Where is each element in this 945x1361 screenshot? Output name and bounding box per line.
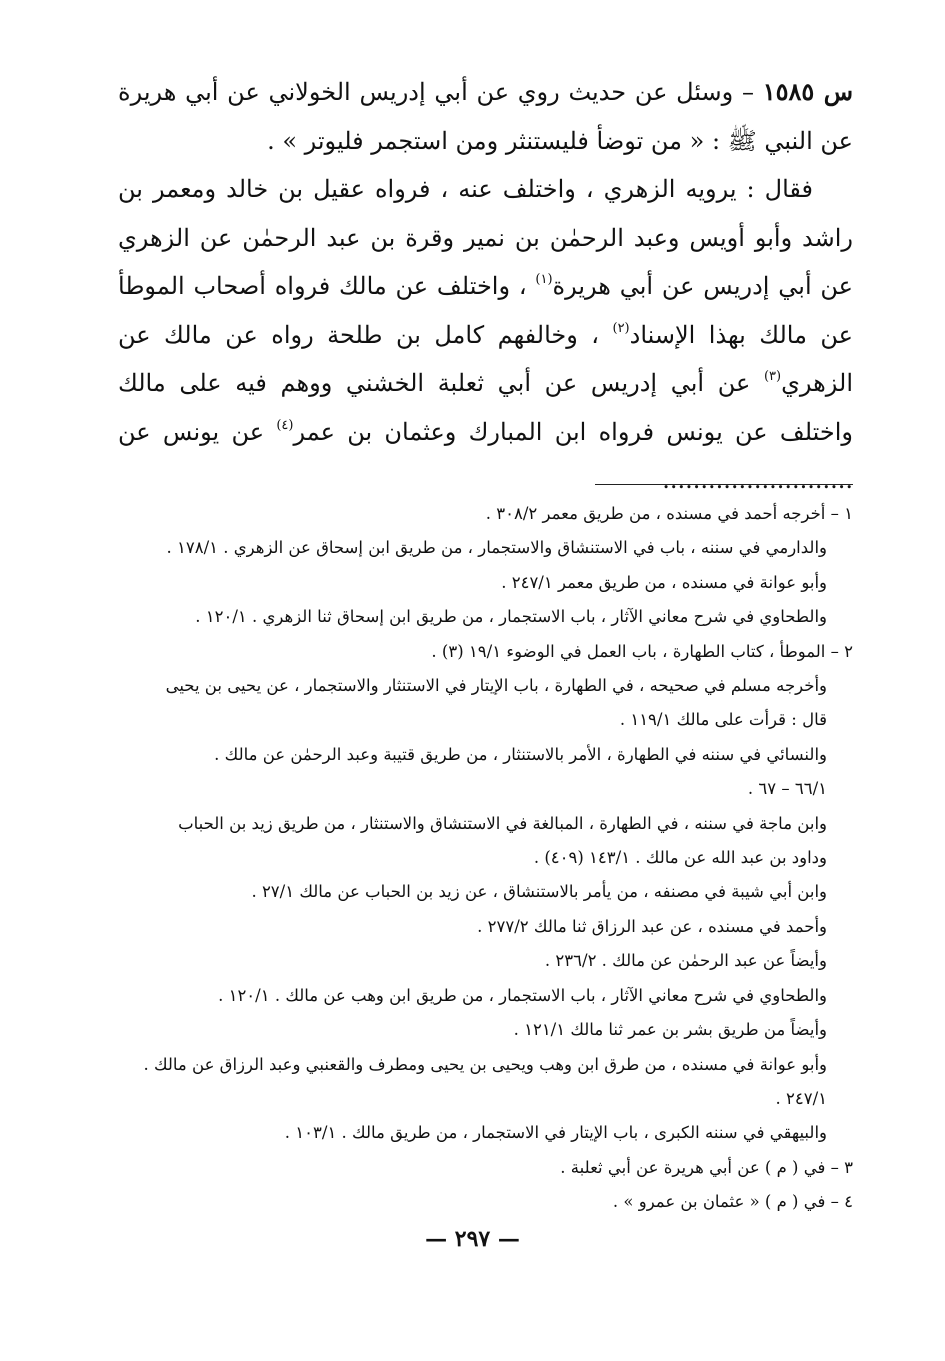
page-number: — ٢٩٧ —	[425, 1226, 520, 1252]
footnote-ref-3: (٣)	[763, 369, 782, 384]
footnote-line: والدارمي في سننه ، باب في الاستنشاق والاستجمار ، من طريق ابن إسحاق عن الزهري . ١٧٨/١ .	[166, 538, 827, 558]
footnote-line: وأبو عوانة في مسنده ، من طريق معمر ٢٤٧/١ .	[501, 572, 827, 592]
footnote-line: وأخرجه مسلم في صحيحه ، في الطهارة ، باب الإيتار في الاستنثار والاستجمار ، عن يحيى بن يحيى	[165, 676, 827, 696]
answer-text-5: عن يونس عن .........................	[118, 417, 853, 494]
footnote-line: ٢٤٧/١ .	[775, 1088, 827, 1108]
question-number: س ١٥٨٥	[762, 77, 854, 106]
footnote-line: والبيهقي في سننه الكبرى ، باب الإيتار في الاستجمار ، من طريق مالك . ١٠٣/١ .	[284, 1123, 827, 1143]
footnote-line: وأحمد في مسنده ، عن عبد الرزاق ثنا مالك ٢٧٧/٢ .	[477, 916, 827, 936]
question-text: – وسئل عن حديث روي عن أبي إدريس الخولاني عن أبي هريرة عن النبي ﷺ : « من توضأ فليستنثر ومن استجمر فليوتر » .	[118, 78, 853, 155]
answer-text-3: ، وخالفهم كامل بن طلحة رواه عن مالك عن الزهري	[118, 320, 853, 397]
footnote-line: ٣ – في ( م ) عن أبي هريرة عن أبي ثعلبة .	[560, 1157, 853, 1177]
footnote-line: قال : قرأت على مالك ١١٩/١ .	[619, 710, 827, 730]
footnote-line: وابن أبي شيبة في مصنفه ، من يأمر بالاستنشاق ، عن زيد بن الحباب عن مالك ٢٧/١ .	[251, 882, 827, 902]
answer-text-1: فقال : يرويه الزهري ، واختلف عنه ، فرواه عقيل بن خالد ومعمر بن راشد وأبو أويس وعبد الرحمٰن بن نمير وقرة بن عبد الرحمٰن عن الزهري عن أبي إدريس عن أبي هريرة	[118, 175, 853, 300]
footnote-line: ٤ – في ( م ) « عثمان بن عمرو » .	[612, 1192, 853, 1212]
footnote-separator	[595, 484, 853, 485]
footnote-ref-2: (٢)	[612, 320, 630, 336]
answer-text-2: ، واختلف عن مالك فرواه أصحاب الموطأ عن مالك بهذا الإسناد	[118, 272, 853, 349]
footnote-line: والطحاوي في شرح معاني الآثار ، باب الاستجمار ، من طريق ابن إسحاق ثنا الزهري . ١٢٠/١ .	[195, 607, 827, 627]
footnote-line: ٢ – الموطأ ، كتاب الطهارة ، باب العمل في الوضوء ١٩/١ (٣) .	[431, 641, 853, 661]
main-text	[118, 68, 853, 505]
answer-paragraph	[118, 165, 853, 505]
footnote-line: وابن ماجة في سننه ، في الطهارة ، المبالغة في الاستنشاق والاستنثار ، من طريق زيد بن الحباب	[178, 813, 827, 833]
footnote-line: وداود بن عبد الله عن مالك . ١٤٣/١ (٤٠٩) .	[533, 848, 827, 868]
footnote-ref-1: (١)	[535, 272, 553, 287]
footnote-line: ١ – أخرجه أحمد في مسنده ، من طريق معمر ٣٠٨/٢ .	[485, 504, 853, 523]
question-paragraph	[118, 68, 853, 165]
footnote-line: وأبو عوانة في مسنده ، من طرق ابن وهب ويحيى بن يحيى ومطرف والقعنبي وعبد الرزاق عن مالك .	[143, 1054, 827, 1074]
footnote-line: وأيضاً من طريق بشر بن عمر ثنا مالك ١٢١/١ .	[513, 1020, 827, 1040]
footnote-ref-4: (٤)	[276, 417, 294, 433]
footnote-line: والطحاوي في شرح معاني الآثار ، باب الاستجمار ، من طريق ابن وهب عن مالك . ١٢٠/١ .	[218, 985, 827, 1005]
footnotes	[118, 497, 853, 1220]
footnote-line: ٦٦/١ – ٦٧ .	[747, 779, 827, 799]
answer-text-4: عن أبي إدريس عن أبي ثعلبة الخشني ووهم فيه على مالك واختلف عن يونس فرواه ابن المبارك وعثمان بن عمر	[118, 369, 853, 446]
footnote-line: والنسائي في سننه في الطهارة ، الأمر بالاستنثار ، من طريق قتيبة وعبد الرحمٰن عن مالك .	[214, 744, 827, 764]
footnote-line: وأيضاً عن عبد الرحمٰن عن مالك . ٢٣٦/٢ .	[544, 951, 827, 971]
